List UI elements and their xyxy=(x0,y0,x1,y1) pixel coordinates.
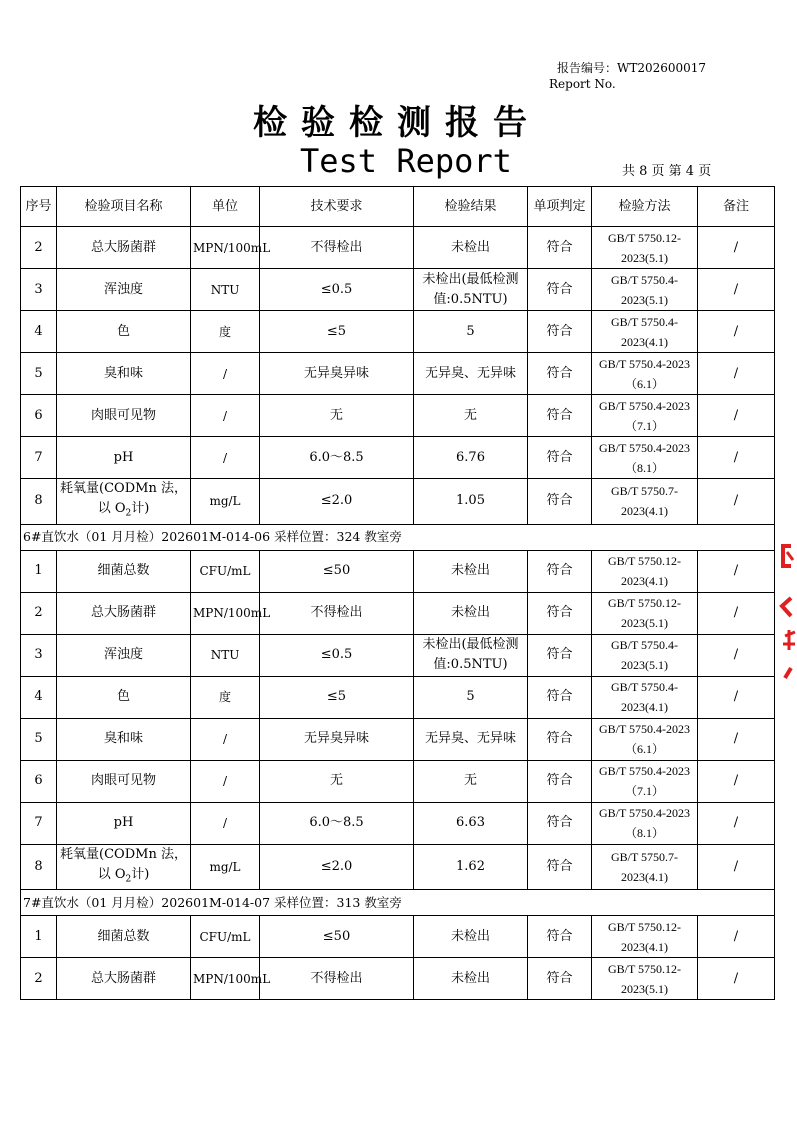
requirement-cell: 无 xyxy=(260,760,414,802)
seq-cell: 5 xyxy=(21,353,57,395)
method-cell xyxy=(592,592,698,634)
col-header: 单项判定 xyxy=(528,187,592,227)
method-cell xyxy=(592,395,698,437)
judgement-cell: 符合 xyxy=(528,844,592,890)
note-cell: / xyxy=(698,916,775,958)
requirement-cell: 无异臭异味 xyxy=(260,353,414,395)
method-cell xyxy=(592,634,698,676)
result-cell: 未检出 xyxy=(414,227,528,269)
method-cell xyxy=(592,958,698,1000)
method-line1: GB/T 5750.4- xyxy=(610,638,679,653)
judgement-cell: 符合 xyxy=(528,676,592,718)
result-cell: 无异臭、无异味 xyxy=(414,718,528,760)
result-cell: 6.63 xyxy=(414,802,528,844)
item-name-cell xyxy=(57,844,191,890)
method-cell xyxy=(592,718,698,760)
result-cell: 5 xyxy=(414,676,528,718)
method-line2: 2023(5.1) xyxy=(621,616,668,631)
method-cell xyxy=(592,916,698,958)
col-header: 检验方法 xyxy=(592,187,698,227)
seq-cell: 8 xyxy=(21,479,57,525)
method-line1: GB/T 5750.7- xyxy=(610,849,679,864)
method-cell xyxy=(592,269,698,311)
unit-cell: / xyxy=(191,353,260,395)
note-cell: / xyxy=(698,311,775,353)
method-line1: GB/T 5750.4-2023 xyxy=(598,356,691,371)
page-counter: 共 8 页 第 4 页 xyxy=(622,164,712,179)
result-cell: 无异臭、无异味 xyxy=(414,353,528,395)
item-name-line2-tail: 计) xyxy=(131,501,150,516)
item-name-cell: 臭和味 xyxy=(57,718,191,760)
result-line1: 未检出(最低检测 xyxy=(422,637,519,653)
result-cell: 无 xyxy=(414,760,528,802)
unit-cell: mg/L xyxy=(191,844,260,890)
result-cell: 未检出 xyxy=(414,958,528,1000)
seq-cell: 2 xyxy=(21,958,57,1000)
note-cell: / xyxy=(698,718,775,760)
unit-cell: / xyxy=(191,760,260,802)
method-line1: GB/T 5750.4- xyxy=(610,680,679,695)
requirement-cell: ≤2.0 xyxy=(260,479,414,525)
requirement-cell: ≤50 xyxy=(260,550,414,592)
judgement-cell: 符合 xyxy=(528,479,592,525)
page-title-en: Test Report xyxy=(300,142,512,180)
report-number-en: Report No. xyxy=(549,77,616,91)
seq-cell: 5 xyxy=(21,718,57,760)
note-cell: / xyxy=(698,269,775,311)
seq-cell: 7 xyxy=(21,802,57,844)
item-name-cell: 总大肠菌群 xyxy=(57,592,191,634)
item-name-cell: 总大肠菌群 xyxy=(57,227,191,269)
note-cell: / xyxy=(698,479,775,525)
note-cell: / xyxy=(698,634,775,676)
seq-cell: 2 xyxy=(21,227,57,269)
result-cell: 未检出 xyxy=(414,916,528,958)
method-line2: 2023(4.1) xyxy=(621,574,668,589)
item-name-line2-tail: 计) xyxy=(131,866,150,882)
judgement-cell: 符合 xyxy=(528,269,592,311)
item-name-cell: 细菌总数 xyxy=(57,916,191,958)
page-title: 检验检测报告 xyxy=(253,103,541,143)
method-cell xyxy=(592,802,698,844)
table-header xyxy=(21,187,775,227)
method-line2: 2023(4.1) xyxy=(621,504,668,519)
seq-cell: 4 xyxy=(21,676,57,718)
note-cell: / xyxy=(698,802,775,844)
judgement-cell: 符合 xyxy=(528,916,592,958)
judgement-cell: 符合 xyxy=(528,634,592,676)
item-name-cell: 色 xyxy=(57,676,191,718)
table-row xyxy=(21,802,775,844)
method-cell xyxy=(592,479,698,525)
unit-cell: / xyxy=(191,802,260,844)
result-line2: 值:0.5NTU) xyxy=(433,657,508,673)
requirement-cell: 无 xyxy=(260,395,414,437)
note-cell: / xyxy=(698,227,775,269)
table-row xyxy=(21,227,775,269)
sample-section-label: 7#直饮水（01 月月检）202601M-014-07 采样位置：313 教室旁 xyxy=(21,890,775,916)
sample-section-row xyxy=(21,890,775,916)
item-name-line1: 耗氧量(CODMn 法， xyxy=(60,846,187,862)
method-line2: （6.1） xyxy=(624,376,664,391)
requirement-cell: ≤0.5 xyxy=(260,269,414,311)
method-line1: GB/T 5750.4- xyxy=(610,314,679,329)
method-line2: （7.1） xyxy=(624,784,664,799)
result-cell: 未检出 xyxy=(414,550,528,592)
judgement-cell: 符合 xyxy=(528,353,592,395)
seq-cell: 1 xyxy=(21,550,57,592)
table-row xyxy=(21,395,775,437)
note-cell: / xyxy=(698,760,775,802)
table-row xyxy=(21,718,775,760)
sample-section-label: 6#直饮水（01 月月检）202601M-014-06 采样位置：324 教室旁 xyxy=(21,524,775,550)
subscript: 2 xyxy=(125,508,132,519)
unit-cell: MPN/100mL xyxy=(191,958,260,1000)
item-name-cell: 浑浊度 xyxy=(57,634,191,676)
col-header: 检验项目名称 xyxy=(57,187,191,227)
result-line2: 值:0.5NTU) xyxy=(433,291,508,307)
unit-cell: CFU/mL xyxy=(191,916,260,958)
col-header: 检验结果 xyxy=(414,187,528,227)
method-line1: GB/T 5750.4-2023 xyxy=(598,764,691,779)
method-line2: （8.1） xyxy=(624,460,664,475)
requirement-cell: 不得检出 xyxy=(260,958,414,1000)
unit-cell: MPN/100mL xyxy=(191,227,260,269)
item-name-cell: 肉眼可见物 xyxy=(57,760,191,802)
unit-cell: mg/L xyxy=(191,479,260,525)
method-line2: 2023(4.1) xyxy=(621,939,668,954)
method-cell xyxy=(592,760,698,802)
seq-cell: 7 xyxy=(21,437,57,479)
result-cell: 无 xyxy=(414,395,528,437)
judgement-cell: 符合 xyxy=(528,395,592,437)
col-header: 单位 xyxy=(191,187,260,227)
unit-cell: NTU xyxy=(191,269,260,311)
seq-cell: 6 xyxy=(21,395,57,437)
method-line1: GB/T 5750.4- xyxy=(610,272,679,287)
seq-cell: 3 xyxy=(21,634,57,676)
col-header: 序号 xyxy=(21,187,57,227)
table-row xyxy=(21,479,775,525)
method-line1: GB/T 5750.12- xyxy=(607,554,682,569)
method-line1: GB/T 5750.4-2023 xyxy=(598,722,691,737)
result-cell: 1.05 xyxy=(414,479,528,525)
item-name-line2: 以 O xyxy=(97,866,126,882)
unit-cell: / xyxy=(191,718,260,760)
method-line2: 2023(4.1) xyxy=(621,869,668,884)
method-line2: （7.1） xyxy=(624,418,664,433)
result-cell: 5 xyxy=(414,311,528,353)
method-line2: （8.1） xyxy=(624,826,664,841)
result-line1: 未检出(最低检测 xyxy=(422,271,519,287)
seq-cell: 8 xyxy=(21,844,57,890)
seq-cell: 3 xyxy=(21,269,57,311)
requirement-cell: ≤50 xyxy=(260,916,414,958)
unit-cell: 度 xyxy=(191,311,260,353)
requirement-cell: 6.0～8.5 xyxy=(260,802,414,844)
method-line1: GB/T 5750.4-2023 xyxy=(598,398,691,413)
col-header: 技术要求 xyxy=(260,187,414,227)
seq-cell: 1 xyxy=(21,916,57,958)
requirement-cell: 无异臭异味 xyxy=(260,718,414,760)
unit-cell: NTU xyxy=(191,634,260,676)
note-cell: / xyxy=(698,676,775,718)
result-cell: 1.62 xyxy=(414,844,528,890)
judgement-cell: 符合 xyxy=(528,550,592,592)
method-line2: 2023(4.1) xyxy=(621,334,668,349)
method-line2: 2023(4.1) xyxy=(621,700,668,715)
item-name-cell: pH xyxy=(57,437,191,479)
col-header: 备注 xyxy=(698,187,775,227)
requirement-cell: ≤0.5 xyxy=(260,634,414,676)
judgement-cell: 符合 xyxy=(528,311,592,353)
sample-section-row xyxy=(21,524,775,550)
item-name-cell xyxy=(57,479,191,525)
method-cell xyxy=(592,550,698,592)
method-line1: GB/T 5750.12- xyxy=(607,961,682,976)
method-line2: 2023(5.1) xyxy=(621,250,668,265)
method-line2: 2023(5.1) xyxy=(621,981,668,996)
judgement-cell: 符合 xyxy=(528,760,592,802)
table-row xyxy=(21,634,775,676)
table-row xyxy=(21,676,775,718)
table-row xyxy=(21,353,775,395)
table-row xyxy=(21,916,775,958)
method-line1: GB/T 5750.7- xyxy=(610,484,679,499)
note-cell: / xyxy=(698,353,775,395)
method-line2: （6.1） xyxy=(624,742,664,757)
method-line1: GB/T 5750.12- xyxy=(607,230,682,245)
method-line1: GB/T 5750.12- xyxy=(607,596,682,611)
item-name-cell: 色 xyxy=(57,311,191,353)
judgement-cell: 符合 xyxy=(528,718,592,760)
seq-cell: 6 xyxy=(21,760,57,802)
subscript: 2 xyxy=(125,874,132,885)
item-name-cell: 臭和味 xyxy=(57,353,191,395)
result-cell: 6.76 xyxy=(414,437,528,479)
requirement-cell: 不得检出 xyxy=(260,592,414,634)
result-cell xyxy=(414,634,528,676)
red-seal-fragment xyxy=(777,540,797,680)
method-line1: GB/T 5750.4-2023 xyxy=(598,440,691,455)
method-cell xyxy=(592,844,698,890)
judgement-cell: 符合 xyxy=(528,958,592,1000)
method-cell xyxy=(592,311,698,353)
item-name-cell: 总大肠菌群 xyxy=(57,958,191,1000)
table-row xyxy=(21,958,775,1000)
table-row xyxy=(21,269,775,311)
item-name-cell: 肉眼可见物 xyxy=(57,395,191,437)
item-name-line2: 以 O xyxy=(97,501,126,516)
requirement-cell: ≤2.0 xyxy=(260,844,414,890)
method-cell xyxy=(592,437,698,479)
method-line1: GB/T 5750.4-2023 xyxy=(598,806,691,821)
table-row xyxy=(21,437,775,479)
method-line1: GB/T 5750.12- xyxy=(607,919,682,934)
table-row xyxy=(21,311,775,353)
report-number: 报告编号：WT202600017 xyxy=(557,61,707,75)
table-row xyxy=(21,760,775,802)
judgement-cell: 符合 xyxy=(528,437,592,479)
unit-cell: MPN/100mL xyxy=(191,592,260,634)
requirement-cell: 6.0～8.5 xyxy=(260,437,414,479)
requirement-cell: 不得检出 xyxy=(260,227,414,269)
item-name-cell: 细菌总数 xyxy=(57,550,191,592)
unit-cell: / xyxy=(191,395,260,437)
method-line2: 2023(5.1) xyxy=(621,292,668,307)
method-line2: 2023(5.1) xyxy=(621,658,668,673)
item-name-cell: pH xyxy=(57,802,191,844)
table-row xyxy=(21,550,775,592)
method-cell xyxy=(592,353,698,395)
results-table xyxy=(20,186,775,1000)
table-row xyxy=(21,844,775,890)
item-name-line1: 耗氧量(CODMn 法， xyxy=(60,481,187,496)
note-cell: / xyxy=(698,437,775,479)
result-cell xyxy=(414,269,528,311)
unit-cell: CFU/mL xyxy=(191,550,260,592)
judgement-cell: 符合 xyxy=(528,592,592,634)
item-name-cell: 浑浊度 xyxy=(57,269,191,311)
judgement-cell: 符合 xyxy=(528,802,592,844)
table-row xyxy=(21,592,775,634)
note-cell: / xyxy=(698,395,775,437)
judgement-cell: 符合 xyxy=(528,227,592,269)
note-cell: / xyxy=(698,958,775,1000)
requirement-cell: ≤5 xyxy=(260,676,414,718)
method-cell xyxy=(592,676,698,718)
seq-cell: 2 xyxy=(21,592,57,634)
note-cell: / xyxy=(698,592,775,634)
result-cell: 未检出 xyxy=(414,592,528,634)
unit-cell: / xyxy=(191,437,260,479)
unit-cell: 度 xyxy=(191,676,260,718)
method-cell xyxy=(592,227,698,269)
seq-cell: 4 xyxy=(21,311,57,353)
note-cell: / xyxy=(698,844,775,890)
requirement-cell: ≤5 xyxy=(260,311,414,353)
note-cell: / xyxy=(698,550,775,592)
